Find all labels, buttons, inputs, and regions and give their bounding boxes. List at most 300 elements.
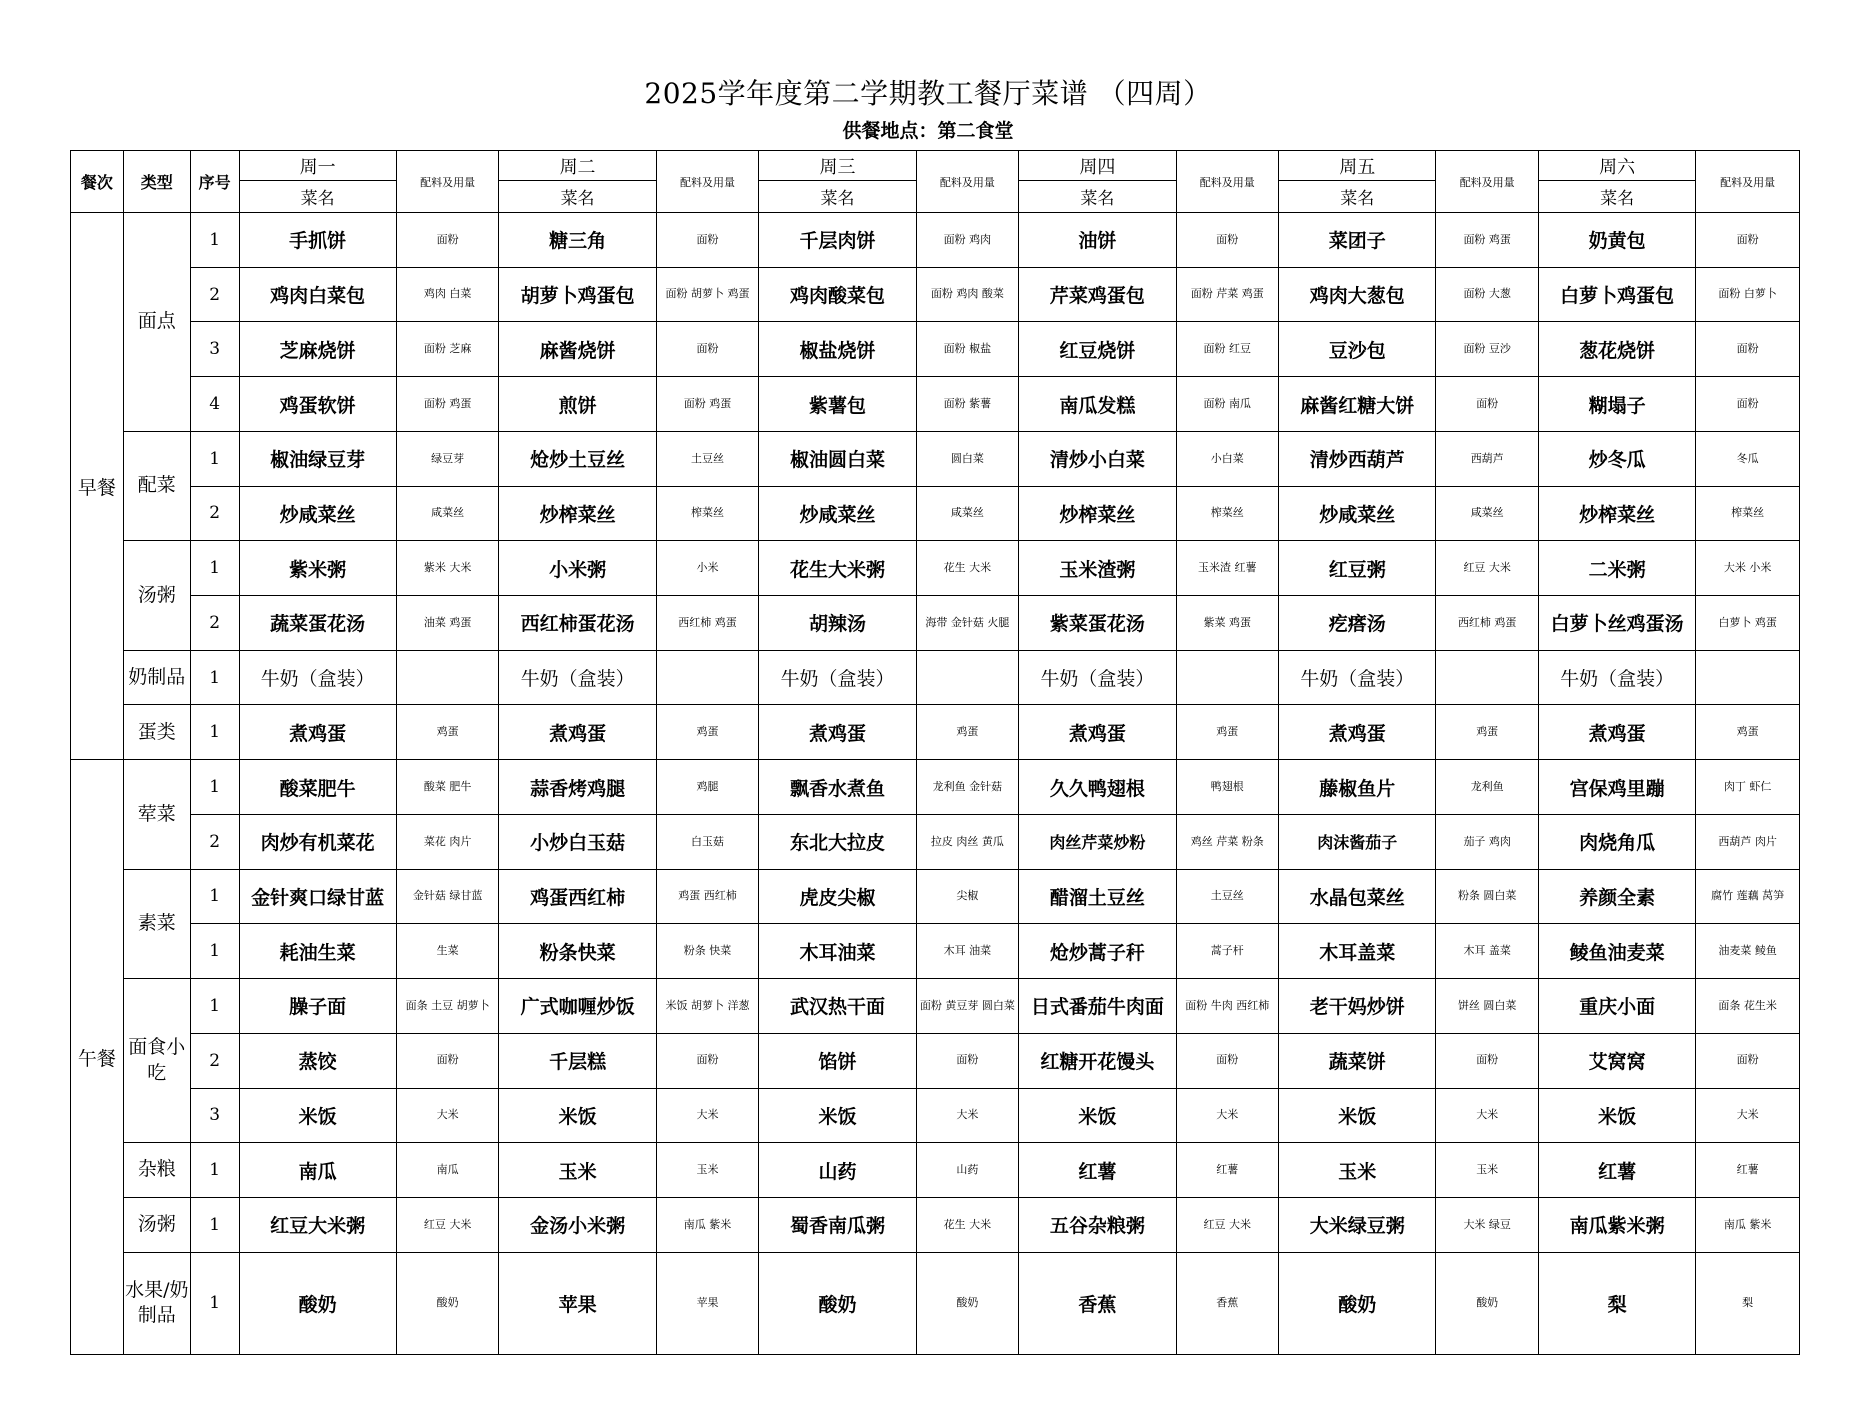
dish-name: 米饭 [239, 1088, 396, 1143]
menu-row [71, 650, 1800, 705]
menu-row [71, 596, 1800, 651]
dish-ingredients: 酸奶 [1436, 1252, 1539, 1354]
dish-name: 椒盐烧饼 [759, 322, 916, 377]
dish-ingredients: 面粉 鸡蛋 [396, 377, 499, 432]
row-number: 1 [190, 760, 239, 815]
dish-ingredients: 榨菜丝 [656, 486, 759, 541]
dish-ingredients: 榨菜丝 [1176, 486, 1279, 541]
dish-name: 鸡肉大葱包 [1279, 267, 1436, 322]
dish-name: 胡辣汤 [759, 596, 916, 651]
dish-name: 牛奶（盒装） [499, 650, 656, 705]
dish-name: 胡萝卜鸡蛋包 [499, 267, 656, 322]
dish-ingredients: 鸡蛋 [1176, 705, 1279, 760]
dish-ingredients: 小白菜 [1176, 431, 1279, 486]
dish-name: 红薯 [1019, 1143, 1176, 1198]
dish-name: 红豆大米粥 [239, 1197, 396, 1252]
dish-ingredients: 面粉 胡萝卜 鸡蛋 [656, 267, 759, 322]
dish-name: 红豆粥 [1279, 541, 1436, 596]
dish-ingredients: 拉皮 肉丝 黄瓜 [916, 814, 1019, 869]
dish-name: 苹果 [499, 1252, 656, 1354]
dish-ingredients: 木耳 油菜 [916, 924, 1019, 979]
dish-ingredients: 绿豆芽 [396, 431, 499, 486]
dish-name: 金汤小米粥 [499, 1197, 656, 1252]
header-ingredients: 配料及用量 [396, 151, 499, 213]
dish-name: 炝炒蒿子秆 [1019, 924, 1176, 979]
row-number: 1 [190, 869, 239, 924]
dish-type: 面食小吃 [123, 979, 190, 1143]
dish-ingredients: 龙利鱼 金针菇 [916, 760, 1019, 815]
dish-type: 汤粥 [123, 1197, 190, 1252]
dish-name: 二米粥 [1538, 541, 1695, 596]
dish-name: 鸡肉酸菜包 [759, 267, 916, 322]
dish-ingredients: 面粉 鸡肉 [916, 213, 1019, 268]
row-number: 1 [190, 650, 239, 705]
row-number: 2 [190, 267, 239, 322]
dish-ingredients: 紫菜 鸡蛋 [1176, 596, 1279, 651]
row-number: 1 [190, 431, 239, 486]
dish-ingredients: 蒿子杆 [1176, 924, 1279, 979]
dish-name: 臊子面 [239, 979, 396, 1034]
dish-ingredients: 面粉 [656, 322, 759, 377]
meal-label: 早餐 [71, 213, 124, 760]
header-ingredients: 配料及用量 [1696, 151, 1800, 213]
dish-ingredients: 土豆丝 [656, 431, 759, 486]
dish-name: 玉米 [1279, 1143, 1436, 1198]
dish-type: 配菜 [123, 431, 190, 540]
dish-name: 蔬菜蛋花汤 [239, 596, 396, 651]
dish-ingredients: 菜花 肉片 [396, 814, 499, 869]
dish-name: 芝麻烧饼 [239, 322, 396, 377]
dish-ingredients: 鸭翅根 [1176, 760, 1279, 815]
dish-name: 米饭 [1019, 1088, 1176, 1143]
dish-name: 馅饼 [759, 1033, 916, 1088]
dish-ingredients: 小米 [656, 541, 759, 596]
dish-name: 金针爽口绿甘蓝 [239, 869, 396, 924]
dish-ingredients: 咸菜丝 [396, 486, 499, 541]
dish-type: 蛋类 [123, 705, 190, 760]
dish-name: 红薯 [1538, 1143, 1695, 1198]
dish-name: 养颜全素 [1538, 869, 1695, 924]
dish-ingredients: 大米 [1436, 1088, 1539, 1143]
dish-name: 醋溜土豆丝 [1019, 869, 1176, 924]
dish-ingredients: 玉米渣 红薯 [1176, 541, 1279, 596]
dish-name: 南瓜 [239, 1143, 396, 1198]
dish-name: 紫薯包 [759, 377, 916, 432]
dish-name: 蒸饺 [239, 1033, 396, 1088]
dish-name: 鸡蛋软饼 [239, 377, 396, 432]
dish-name: 麻酱红糖大饼 [1279, 377, 1436, 432]
dish-ingredients: 土豆丝 [1176, 869, 1279, 924]
dish-name: 玉米 [499, 1143, 656, 1198]
dish-ingredients [656, 650, 759, 705]
dish-name: 葱花烧饼 [1538, 322, 1695, 377]
dish-name: 炒榨菜丝 [1538, 486, 1695, 541]
dish-name: 重庆小面 [1538, 979, 1695, 1034]
dish-name: 炒咸菜丝 [759, 486, 916, 541]
menu-row [71, 924, 1800, 979]
header-dish-name: 菜名 [1279, 181, 1436, 213]
dish-ingredients: 大米 [656, 1088, 759, 1143]
menu-body [71, 213, 1800, 1355]
dish-ingredients: 南瓜 紫米 [1696, 1197, 1800, 1252]
dish-ingredients: 面粉 [1696, 1033, 1800, 1088]
header-ingredients: 配料及用量 [1176, 151, 1279, 213]
dish-name: 酸奶 [239, 1252, 396, 1354]
dish-name: 藤椒鱼片 [1279, 760, 1436, 815]
dish-ingredients: 香蕉 [1176, 1252, 1279, 1354]
dish-ingredients: 花生 大米 [916, 541, 1019, 596]
dish-ingredients: 油麦菜 鲮鱼 [1696, 924, 1800, 979]
header-dish-name: 菜名 [1538, 181, 1695, 213]
dish-name: 豆沙包 [1279, 322, 1436, 377]
dish-type: 奶制品 [123, 650, 190, 705]
dish-name: 芹菜鸡蛋包 [1019, 267, 1176, 322]
header-dish-name: 菜名 [759, 181, 916, 213]
dish-name: 肉炒有机菜花 [239, 814, 396, 869]
dish-ingredients: 红薯 [1176, 1143, 1279, 1198]
dish-ingredients: 鸡蛋 [396, 705, 499, 760]
dish-type: 素菜 [123, 869, 190, 978]
dish-name: 红糖开花馒头 [1019, 1033, 1176, 1088]
dish-name: 米饭 [759, 1088, 916, 1143]
dish-ingredients: 西葫芦 [1436, 431, 1539, 486]
dish-name: 肉沫酱茄子 [1279, 814, 1436, 869]
dish-ingredients: 面粉 芹菜 鸡蛋 [1176, 267, 1279, 322]
dish-name: 紫菜蛋花汤 [1019, 596, 1176, 651]
dish-name: 鲮鱼油麦菜 [1538, 924, 1695, 979]
dish-ingredients [396, 650, 499, 705]
dish-name: 椒油绿豆芽 [239, 431, 396, 486]
dish-ingredients: 山药 [916, 1143, 1019, 1198]
menu-row [71, 1088, 1800, 1143]
dish-name: 肉丝芹菜炒粉 [1019, 814, 1176, 869]
row-number: 3 [190, 322, 239, 377]
row-number: 2 [190, 1033, 239, 1088]
dish-ingredients: 鸡腿 [656, 760, 759, 815]
dish-ingredients: 大米 [1176, 1088, 1279, 1143]
menu-row [71, 869, 1800, 924]
dish-name: 炝炒土豆丝 [499, 431, 656, 486]
dish-ingredients: 大米 [916, 1088, 1019, 1143]
dish-name: 大米绿豆粥 [1279, 1197, 1436, 1252]
dish-name: 糊塌子 [1538, 377, 1695, 432]
dish-name: 广式咖喱炒饭 [499, 979, 656, 1034]
dish-name: 武汉热干面 [759, 979, 916, 1034]
dish-ingredients: 面粉 鸡肉 酸菜 [916, 267, 1019, 322]
dish-ingredients: 西红柿 鸡蛋 [1436, 596, 1539, 651]
dish-ingredients: 圆白菜 [916, 431, 1019, 486]
dish-name: 煮鸡蛋 [1019, 705, 1176, 760]
dish-ingredients: 油菜 鸡蛋 [396, 596, 499, 651]
dish-ingredients: 面条 花生米 [1696, 979, 1800, 1034]
row-number: 4 [190, 377, 239, 432]
dish-ingredients: 面粉 [1436, 377, 1539, 432]
dish-name: 清炒小白菜 [1019, 431, 1176, 486]
dish-name: 玉米渣粥 [1019, 541, 1176, 596]
dish-ingredients: 花生 大米 [916, 1197, 1019, 1252]
dish-name: 白萝卜丝鸡蛋汤 [1538, 596, 1695, 651]
menu-row [71, 814, 1800, 869]
dish-ingredients: 面粉 芝麻 [396, 322, 499, 377]
dish-name: 煮鸡蛋 [239, 705, 396, 760]
dish-name: 梨 [1538, 1252, 1695, 1354]
dish-ingredients: 米饭 胡萝卜 洋葱 [656, 979, 759, 1034]
dish-name: 老干妈炒饼 [1279, 979, 1436, 1034]
dish-ingredients: 腐竹 莲藕 莴笋 [1696, 869, 1800, 924]
dish-ingredients: 鸡蛋 [1696, 705, 1800, 760]
page-title: 2025学年度第二学期教工餐厅菜谱 （四周） [644, 77, 1212, 110]
dish-ingredients: 酸奶 [396, 1252, 499, 1354]
dish-ingredients: 面粉 [1176, 1033, 1279, 1088]
dish-ingredients: 苹果 [656, 1252, 759, 1354]
dish-ingredients: 鸡蛋 [916, 705, 1019, 760]
dish-ingredients: 玉米 [1436, 1143, 1539, 1198]
row-number: 3 [190, 1088, 239, 1143]
dish-name: 手抓饼 [239, 213, 396, 268]
row-number: 1 [190, 1197, 239, 1252]
dish-name: 紫米粥 [239, 541, 396, 596]
dish-ingredients: 面粉 黄豆芽 圆白菜 [916, 979, 1019, 1034]
dish-ingredients: 面粉 鸡蛋 [1436, 213, 1539, 268]
dish-name: 红豆烧饼 [1019, 322, 1176, 377]
dish-name: 香蕉 [1019, 1252, 1176, 1354]
dish-ingredients: 红豆 大米 [1436, 541, 1539, 596]
menu-row [71, 1143, 1800, 1198]
dish-ingredients: 红薯 [1696, 1143, 1800, 1198]
dish-name: 小米粥 [499, 541, 656, 596]
dish-name: 煎饼 [499, 377, 656, 432]
dish-name: 炒咸菜丝 [239, 486, 396, 541]
dish-ingredients: 大米 [396, 1088, 499, 1143]
header-ingredients: 配料及用量 [1436, 151, 1539, 213]
dish-ingredients: 面条 土豆 胡萝卜 [396, 979, 499, 1034]
header-meal: 餐次 [71, 151, 124, 213]
dish-ingredients: 酸菜 肥牛 [396, 760, 499, 815]
dish-type: 汤粥 [123, 541, 190, 650]
dish-name: 菜团子 [1279, 213, 1436, 268]
dish-ingredients: 酸奶 [916, 1252, 1019, 1354]
dish-name: 糖三角 [499, 213, 656, 268]
dish-name: 南瓜发糕 [1019, 377, 1176, 432]
row-number: 1 [190, 979, 239, 1034]
menu-row [71, 1033, 1800, 1088]
dish-name: 蔬菜饼 [1279, 1033, 1436, 1088]
dish-ingredients: 面粉 豆沙 [1436, 322, 1539, 377]
dish-name: 煮鸡蛋 [759, 705, 916, 760]
dish-ingredients: 肉丁 虾仁 [1696, 760, 1800, 815]
menu-row [71, 541, 1800, 596]
dish-ingredients: 大米 [1696, 1088, 1800, 1143]
dish-name: 炒咸菜丝 [1279, 486, 1436, 541]
dish-name: 日式番茄牛肉面 [1019, 979, 1176, 1034]
dish-ingredients: 面粉 [1696, 213, 1800, 268]
dish-name: 蜀香南瓜粥 [759, 1197, 916, 1252]
header-dish-name: 菜名 [1019, 181, 1176, 213]
dish-name: 白萝卜鸡蛋包 [1538, 267, 1695, 322]
row-number: 1 [190, 924, 239, 979]
dish-ingredients: 粉条 快菜 [656, 924, 759, 979]
dish-ingredients: 大米 小米 [1696, 541, 1800, 596]
dish-ingredients: 海带 金针菇 火腿 [916, 596, 1019, 651]
dish-ingredients: 面粉 紫薯 [916, 377, 1019, 432]
dish-name: 久久鸭翅根 [1019, 760, 1176, 815]
dish-name: 水晶包菜丝 [1279, 869, 1436, 924]
dish-name: 小炒白玉菇 [499, 814, 656, 869]
dish-ingredients: 白玉菇 [656, 814, 759, 869]
row-number: 1 [190, 541, 239, 596]
dish-ingredients: 面粉 [396, 1033, 499, 1088]
dish-ingredients: 尖椒 [916, 869, 1019, 924]
dish-ingredients: 面粉 牛肉 西红柿 [1176, 979, 1279, 1034]
dish-ingredients: 鸡丝 芹菜 粉条 [1176, 814, 1279, 869]
dish-type: 面点 [123, 213, 190, 432]
dish-ingredients: 面粉 [1696, 322, 1800, 377]
dish-name: 牛奶（盒装） [1538, 650, 1695, 705]
dish-ingredients: 西葫芦 肉片 [1696, 814, 1800, 869]
dish-name: 木耳油菜 [759, 924, 916, 979]
meal-label: 午餐 [71, 760, 124, 1355]
header-seq: 序号 [190, 151, 239, 213]
dish-ingredients: 金针菇 绿甘蓝 [396, 869, 499, 924]
menu-row [71, 1197, 1800, 1252]
dish-ingredients: 梨 [1696, 1252, 1800, 1354]
dish-name: 牛奶（盒装） [1279, 650, 1436, 705]
dish-name: 木耳盖菜 [1279, 924, 1436, 979]
header-day-thu: 周四 [1019, 151, 1176, 181]
dish-ingredients: 面粉 [656, 213, 759, 268]
dish-ingredients: 粉条 圆白菜 [1436, 869, 1539, 924]
header-ingredients: 配料及用量 [656, 151, 759, 213]
dish-ingredients: 面粉 [916, 1033, 1019, 1088]
row-number: 2 [190, 814, 239, 869]
dish-name: 虎皮尖椒 [759, 869, 916, 924]
dish-name: 酸奶 [1279, 1252, 1436, 1354]
dish-name: 煮鸡蛋 [1279, 705, 1436, 760]
dish-name: 千层肉饼 [759, 213, 916, 268]
menu-row [71, 431, 1800, 486]
dish-ingredients: 鸡肉 白菜 [396, 267, 499, 322]
dish-name: 麻酱烧饼 [499, 322, 656, 377]
header-type: 类型 [123, 151, 190, 213]
dish-ingredients: 鸡蛋 [1436, 705, 1539, 760]
dish-name: 花生大米粥 [759, 541, 916, 596]
dish-ingredients: 冬瓜 [1696, 431, 1800, 486]
dish-ingredients: 红豆 大米 [1176, 1197, 1279, 1252]
dish-name: 炒榨菜丝 [499, 486, 656, 541]
dish-name: 煮鸡蛋 [499, 705, 656, 760]
dish-name: 炒榨菜丝 [1019, 486, 1176, 541]
dish-name: 粉条快菜 [499, 924, 656, 979]
dish-name: 米饭 [499, 1088, 656, 1143]
dish-ingredients: 玉米 [656, 1143, 759, 1198]
menu-row [71, 267, 1800, 322]
dish-ingredients: 白萝卜 鸡蛋 [1696, 596, 1800, 651]
dish-ingredients: 南瓜 紫米 [656, 1197, 759, 1252]
menu-row [71, 760, 1800, 815]
dish-ingredients: 面粉 鸡蛋 [656, 377, 759, 432]
dish-name: 肉烧角瓜 [1538, 814, 1695, 869]
dish-ingredients: 饼丝 圆白菜 [1436, 979, 1539, 1034]
dish-ingredients [1436, 650, 1539, 705]
dish-ingredients: 面粉 [1176, 213, 1279, 268]
dish-ingredients: 木耳 盖菜 [1436, 924, 1539, 979]
dish-ingredients: 面粉 [396, 213, 499, 268]
menu-row [71, 377, 1800, 432]
header-dish-name: 菜名 [499, 181, 656, 213]
header-dish-name: 菜名 [239, 181, 396, 213]
dish-name: 酸菜肥牛 [239, 760, 396, 815]
menu-row [71, 979, 1800, 1034]
header-day-tue: 周二 [499, 151, 656, 181]
dish-type: 杂粮 [123, 1143, 190, 1198]
header-day-fri: 周五 [1279, 151, 1436, 181]
dish-ingredients: 紫米 大米 [396, 541, 499, 596]
dish-ingredients: 面粉 大葱 [1436, 267, 1539, 322]
dish-ingredients: 面粉 红豆 [1176, 322, 1279, 377]
dish-name: 疙瘩汤 [1279, 596, 1436, 651]
dish-ingredients: 西红柿 鸡蛋 [656, 596, 759, 651]
header-day-wed: 周三 [759, 151, 916, 181]
dish-name: 炒冬瓜 [1538, 431, 1695, 486]
row-number: 1 [190, 213, 239, 268]
dish-ingredients [1696, 650, 1800, 705]
dish-ingredients [916, 650, 1019, 705]
header-day-sat: 周六 [1538, 151, 1695, 181]
dish-ingredients: 生菜 [396, 924, 499, 979]
dish-ingredients: 榨菜丝 [1696, 486, 1800, 541]
dish-name: 蒜香烤鸡腿 [499, 760, 656, 815]
dish-ingredients: 南瓜 [396, 1143, 499, 1198]
menu-row [71, 322, 1800, 377]
row-number: 2 [190, 596, 239, 651]
dish-ingredients: 面粉 [656, 1033, 759, 1088]
dish-name: 酸奶 [759, 1252, 916, 1354]
dish-name: 牛奶（盒装） [239, 650, 396, 705]
dish-ingredients: 鸡蛋 西红柿 [656, 869, 759, 924]
dish-ingredients: 面粉 白萝卜 [1696, 267, 1800, 322]
dish-ingredients: 咸菜丝 [1436, 486, 1539, 541]
menu-row [71, 1252, 1800, 1354]
row-number: 1 [190, 705, 239, 760]
menu-row [71, 705, 1800, 760]
dish-name: 耗油生菜 [239, 924, 396, 979]
dish-name: 南瓜紫米粥 [1538, 1197, 1695, 1252]
dish-ingredients: 面粉 [1436, 1033, 1539, 1088]
dish-name: 宫保鸡里蹦 [1538, 760, 1695, 815]
dish-name: 牛奶（盒装） [1019, 650, 1176, 705]
dish-ingredients: 面粉 椒盐 [916, 322, 1019, 377]
menu-table [70, 150, 1800, 1355]
dish-name: 千层糕 [499, 1033, 656, 1088]
menu-row [71, 486, 1800, 541]
dish-name: 牛奶（盒装） [759, 650, 916, 705]
dish-name: 奶黄包 [1538, 213, 1695, 268]
row-number: 1 [190, 1143, 239, 1198]
header-ingredients: 配料及用量 [916, 151, 1019, 213]
dish-name: 东北大拉皮 [759, 814, 916, 869]
dish-name: 艾窝窝 [1538, 1033, 1695, 1088]
row-number: 1 [190, 1252, 239, 1354]
dish-name: 米饭 [1279, 1088, 1436, 1143]
dish-ingredients [1176, 650, 1279, 705]
dish-name: 西红柿蛋花汤 [499, 596, 656, 651]
dish-ingredients: 茄子 鸡肉 [1436, 814, 1539, 869]
dish-name: 椒油圆白菜 [759, 431, 916, 486]
dish-ingredients: 咸菜丝 [916, 486, 1019, 541]
menu-row [71, 213, 1800, 268]
dish-ingredients: 鸡蛋 [656, 705, 759, 760]
dish-name: 鸡蛋西红柿 [499, 869, 656, 924]
